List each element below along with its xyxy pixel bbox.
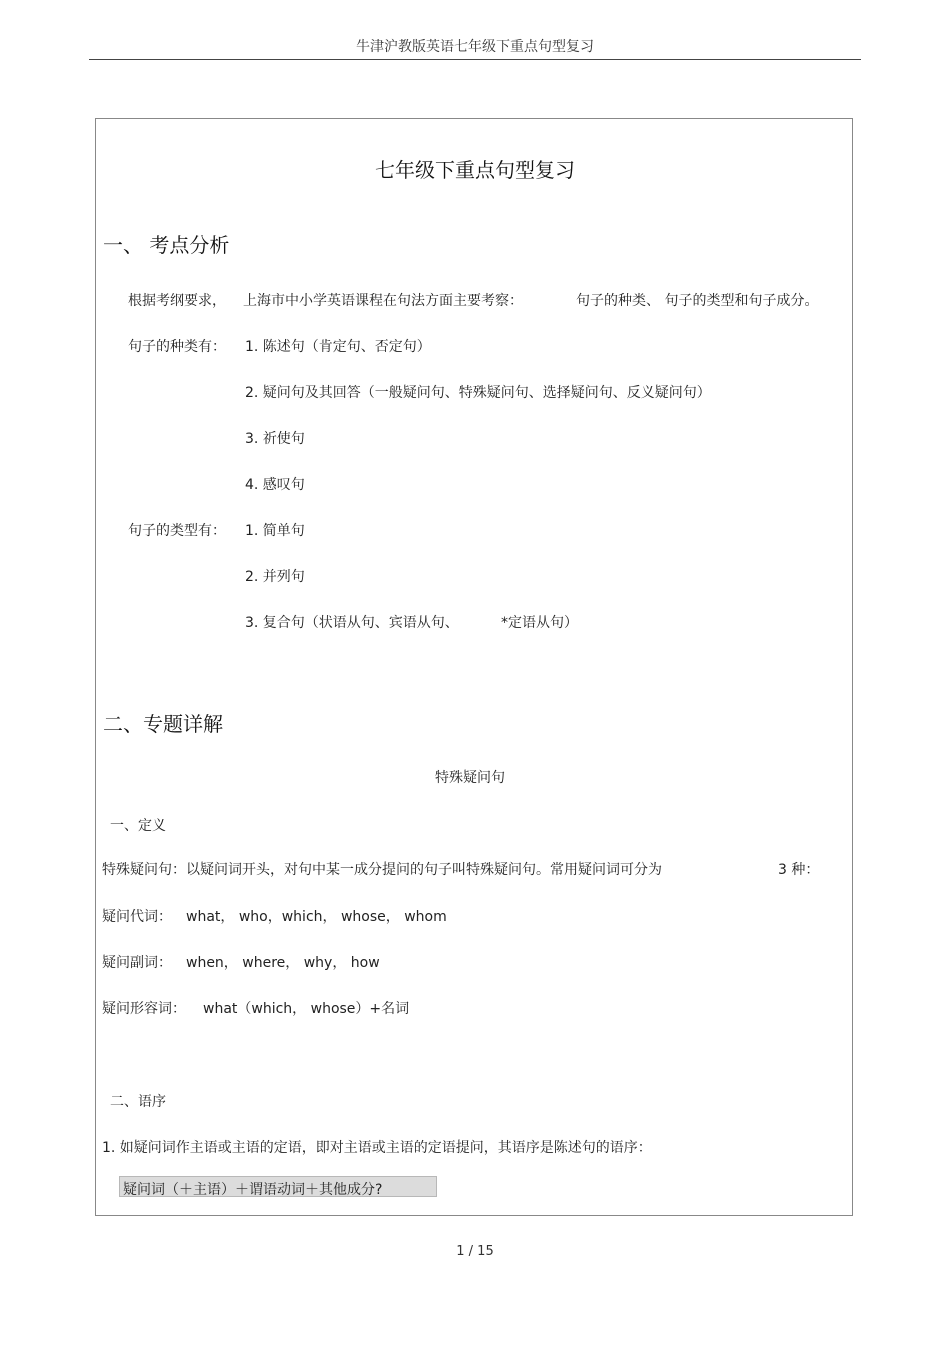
intro-text-part2: 上海市中小学英语课程在句法方面主要考察：: [243, 293, 523, 309]
running-header: 牛津沪教版英语七年级下重点句型复习: [356, 39, 594, 55]
pronouns-words: what， who，which， whose， whom: [186, 909, 447, 925]
formula-box: [119, 1176, 437, 1197]
sentence-kind-item: 3. 祈使句: [245, 431, 305, 447]
definition-count: 3 种：: [778, 862, 820, 878]
adverbs-words: when， where， why， how: [186, 955, 380, 971]
sentence-type-item: 1. 简单句: [245, 523, 305, 539]
content-frame: [95, 118, 853, 1216]
document-title: 七年级下重点句型复习: [375, 158, 575, 182]
sentence-type-item: 2. 并列句: [245, 569, 305, 585]
intro-text-part3: 句子的种类、 句子的类型和句子成分。: [576, 293, 819, 309]
sentence-kind-item: 2. 疑问句及其回答（一般疑问句、特殊疑问句、选择疑问句、反义疑问句）: [245, 385, 711, 401]
header-divider: [89, 59, 861, 60]
sentence-kind-item: 4. 感叹句: [245, 477, 305, 493]
adjectives-words: what（which， whose）+名词: [203, 1001, 410, 1017]
section-heading-analysis: 一、 考点分析: [103, 233, 230, 257]
definition-heading: 一、定义: [110, 818, 166, 834]
page-number: 1 / 15: [456, 1244, 494, 1259]
sentence-types-label: 句子的类型有：: [128, 523, 226, 539]
definition-text: 特殊疑问句：以疑问词开头，对句中某一成分提问的句子叫特殊疑问句。常用疑问词可分为: [102, 862, 662, 878]
intro-text-part1: 根据考纲要求，: [128, 293, 226, 309]
word-order-heading: 二、语序: [110, 1094, 166, 1110]
adverbs-label: 疑问副词：: [102, 955, 172, 971]
sentence-type-item-suffix: *定语从句）: [501, 615, 578, 631]
formula-text: 疑问词（＋主语）＋谓语动词＋其他成分?: [123, 1182, 383, 1198]
pronouns-label: 疑问代词：: [102, 909, 172, 925]
word-order-rule: 1. 如疑问词作主语或主语的定语，即对主语或主语的定语提问，其语序是陈述句的语序：: [102, 1140, 652, 1156]
section-heading-topics: 二、专题详解: [103, 712, 223, 736]
topic-title: 特殊疑问句: [435, 770, 505, 786]
adjectives-label: 疑问形容词：: [102, 1001, 186, 1017]
sentence-kinds-label: 句子的种类有：: [128, 339, 226, 355]
sentence-type-item: 3. 复合句（状语从句、宾语从句、: [245, 615, 459, 631]
sentence-kind-item: 1. 陈述句（肯定句、否定句）: [245, 339, 431, 355]
